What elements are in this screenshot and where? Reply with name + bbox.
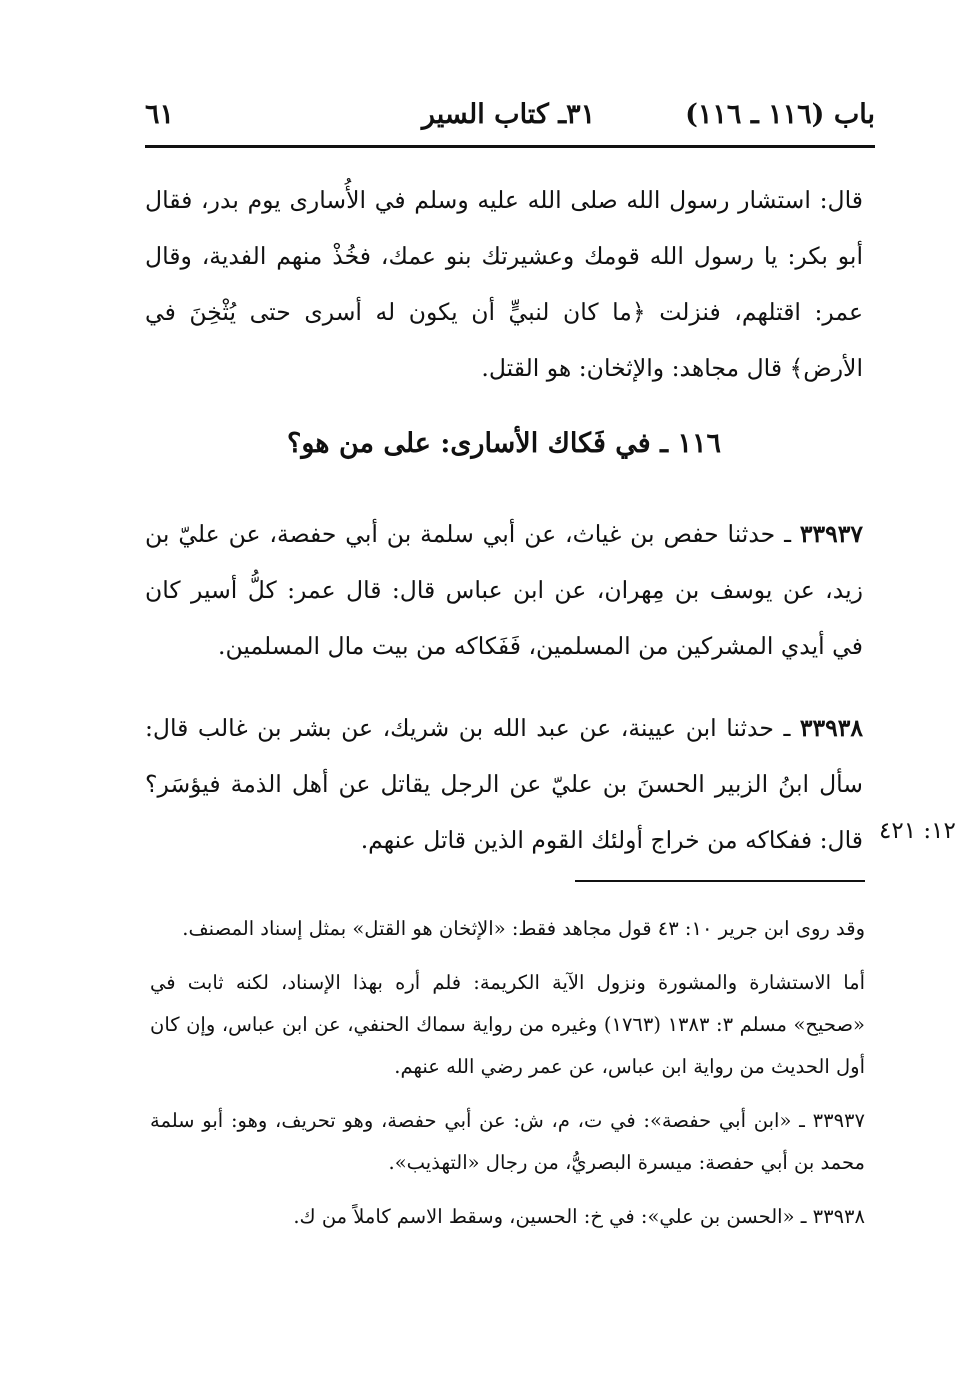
footnotes <box>150 908 865 1250</box>
intro-paragraph: قال: استشار رسول الله صلى الله عليه وسلم في الأُسارى يوم بدر، فقال أبو بكر: يا رسول الله قومك وعشيرتك بنو عمك، فخُذْ منهم الفدية، وقال عمر: اقتلهم، فنزلت ﴿ما كان لنبيٍّ أن يكون له أسرى حتى يُثْخِنَ في الأرض﴾ قال مجاهد: والإثخان: هو القتل. <box>145 186 863 382</box>
footnote: وقد روى ابن جرير ١٠: ٤٣ قول مجاهد فقط: «الإثخان هو القتل» بمثل إسناد المصنف. <box>182 917 865 940</box>
main-text <box>145 172 863 894</box>
book-title: ٣١ـ كتاب السير <box>421 98 596 130</box>
hadith-text: ـ حدثنا ابن عيينة، عن عبد الله بن شريك، عن بشر بن غالب قال: سأل ابنُ الزبير الحسنَ بن عليّ عن الرجل يقاتل عن أهل الذمة فيؤسَر؟ قال: ففكاكه من خراج أولئك القوم الذين قاتل عنهم. <box>145 714 863 854</box>
hadith-entry <box>145 506 863 674</box>
running-title <box>422 99 875 130</box>
header-divider <box>145 145 875 148</box>
hadith-entry <box>145 700 863 868</box>
chapter-range: باب (١١٦ ـ ١١٦) <box>685 98 875 130</box>
hadith-number: ٣٣٩٣٨ <box>799 714 863 742</box>
page-header <box>145 92 875 136</box>
margin-reference: ١٢: ٤٢١ <box>879 818 956 844</box>
hadith-number: ٣٣٩٣٧ <box>799 520 863 548</box>
footnote-divider <box>575 880 865 882</box>
section-title: ١١٦ ـ في فَكاك الأسارى: على من هو؟ <box>287 428 721 459</box>
footnote: ٣٣٩٣٧ ـ «ابن أبي حفصة»: في ت، م، ش: عن أبي حفصة، وهو تحريف، وهو: أبو سلمة محمد بن أبي حفصة: ميسرة البصريُّ، من رجال «التهذيب». <box>150 1109 865 1174</box>
footnote: ٣٣٩٣٨ ـ «الحسن بن علي»: في خ: الحسين، وسقط الاسم كاملاً من ك. <box>293 1205 865 1228</box>
page-number: ٦١ <box>145 98 175 130</box>
hadith-text: ـ حدثنا حفص بن غياث، عن أبي سلمة بن أبي حفصة، عن عليّ بن زيد، عن يوسف بن مِهران، عن ابن عباس قال: قال عمر: كلُّ أسير كان في أيدي المشركين من المسلمين، فَفَكاكه من بيت مال المسلمين. <box>145 520 863 660</box>
footnote: أما الاستشارة والمشورة ونزول الآية الكريمة: فلم أره بهذا الإسناد، لكنه ثابت في «صحيح» مسلم ٣: ١٣٨٣ (١٧٦٣) وغيره من رواية سماك الحنفي، عن ابن عباس، وإن كان أول الحديث من رواية ابن عباس، عن عمر رضي الله عنهم. <box>150 971 865 1078</box>
